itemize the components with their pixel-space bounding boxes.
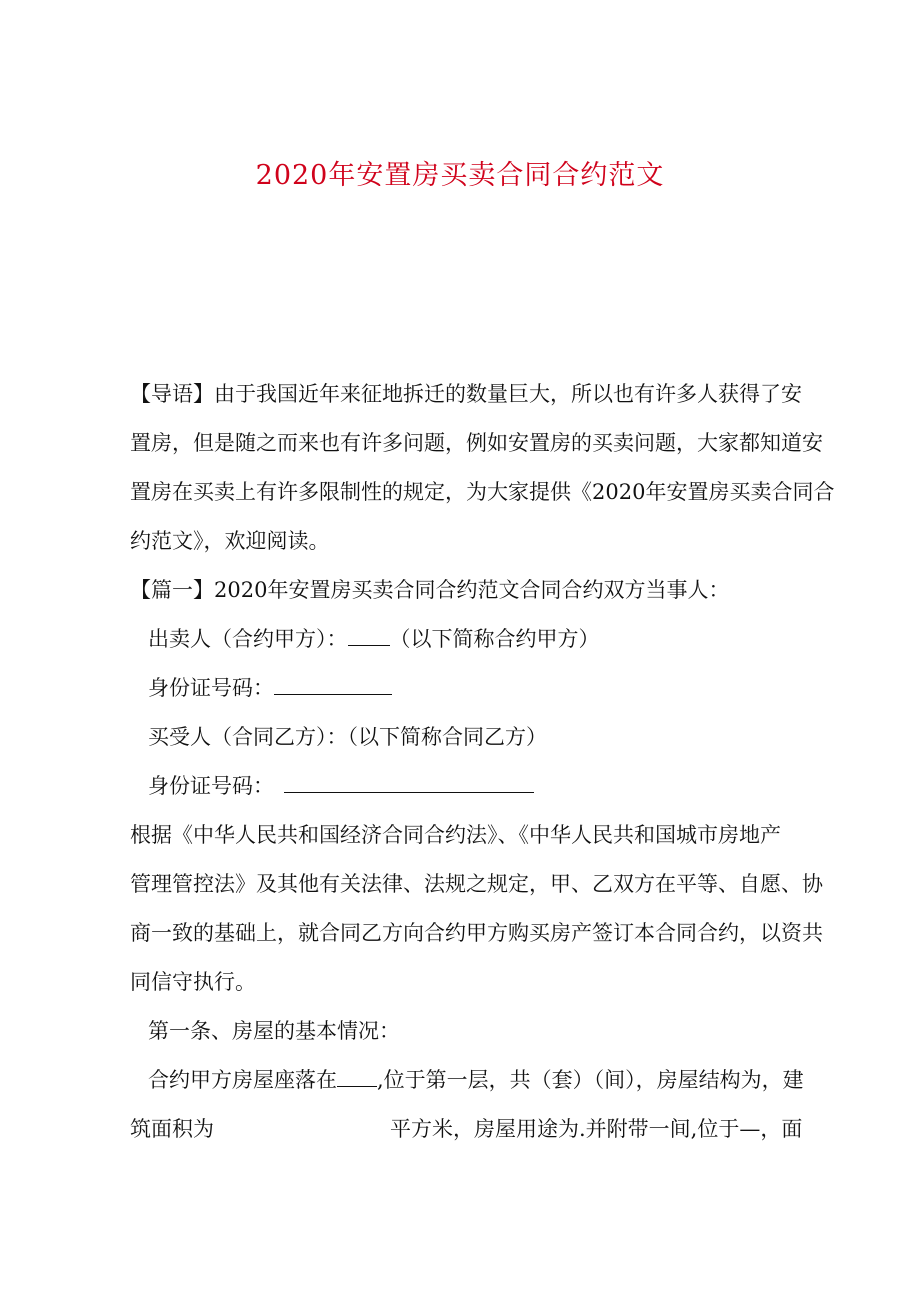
- buyer-line: 买受人（合同乙方）：（以下简称合同乙方）: [148, 725, 547, 749]
- article-one-heading: 第一条、房屋的基本情况：: [148, 1019, 400, 1043]
- seller-id-blank: [274, 674, 392, 695]
- basis-line-2: 管理管控法》及其他有关法律、法规之规定，甲、乙双方在平等、自愿、协: [130, 872, 823, 896]
- intro-line-1: 【导语】由于我国近年来征地拆迁的数量巨大，所以也有许多人获得了安: [130, 382, 802, 406]
- seller-line: [148, 623, 600, 655]
- location-label: 合约甲方房屋座落在: [148, 1068, 337, 1092]
- article-one-line-1: [148, 1064, 804, 1096]
- location-rest: ,位于第一层，共（套）（间），房屋结构为，建: [377, 1068, 804, 1092]
- buyer-id-line: [148, 770, 534, 802]
- document-title: 2020年安置房买卖合同合约范文: [255, 160, 665, 191]
- seller-id-line: [148, 672, 392, 704]
- section-heading: 【篇一】2020年安置房买卖合同合约范文合同合约双方当事人：: [130, 578, 730, 602]
- buyer-id-label: 身份证号码：: [148, 774, 274, 798]
- seller-label: 出卖人（合约甲方）：: [148, 627, 348, 651]
- buyer-id-blank: [284, 772, 534, 793]
- intro-line-4: 约范文》，欢迎阅读。: [130, 529, 330, 553]
- area-label: 筑面积为: [130, 1117, 214, 1141]
- intro-line-3: 置房在买卖上有许多限制性的规定，为大家提供《2020年安置房买卖合同合: [130, 480, 835, 504]
- area-rest: 平方米，房屋用途为.并附带一间,位于—，面: [390, 1117, 803, 1141]
- seller-suffix: （以下简称合约甲方）: [389, 627, 600, 651]
- location-blank: [337, 1066, 377, 1087]
- basis-line-1: 根据《中华人民共和国经济合同合约法》、《中华人民共和国城市房地产: [130, 823, 781, 847]
- basis-line-3: 商一致的基础上，就合同乙方向合约甲方购买房产签订本合同合约，以资共: [130, 921, 823, 945]
- seller-id-label: 身份证号码：: [148, 676, 274, 700]
- article-one-line-2: [130, 1113, 803, 1145]
- intro-line-2: 置房，但是随之而来也有许多问题，例如安置房的买卖问题，大家都知道安: [130, 431, 823, 455]
- seller-name-blank: [348, 625, 390, 646]
- basis-line-4: 同信守执行。: [130, 970, 256, 994]
